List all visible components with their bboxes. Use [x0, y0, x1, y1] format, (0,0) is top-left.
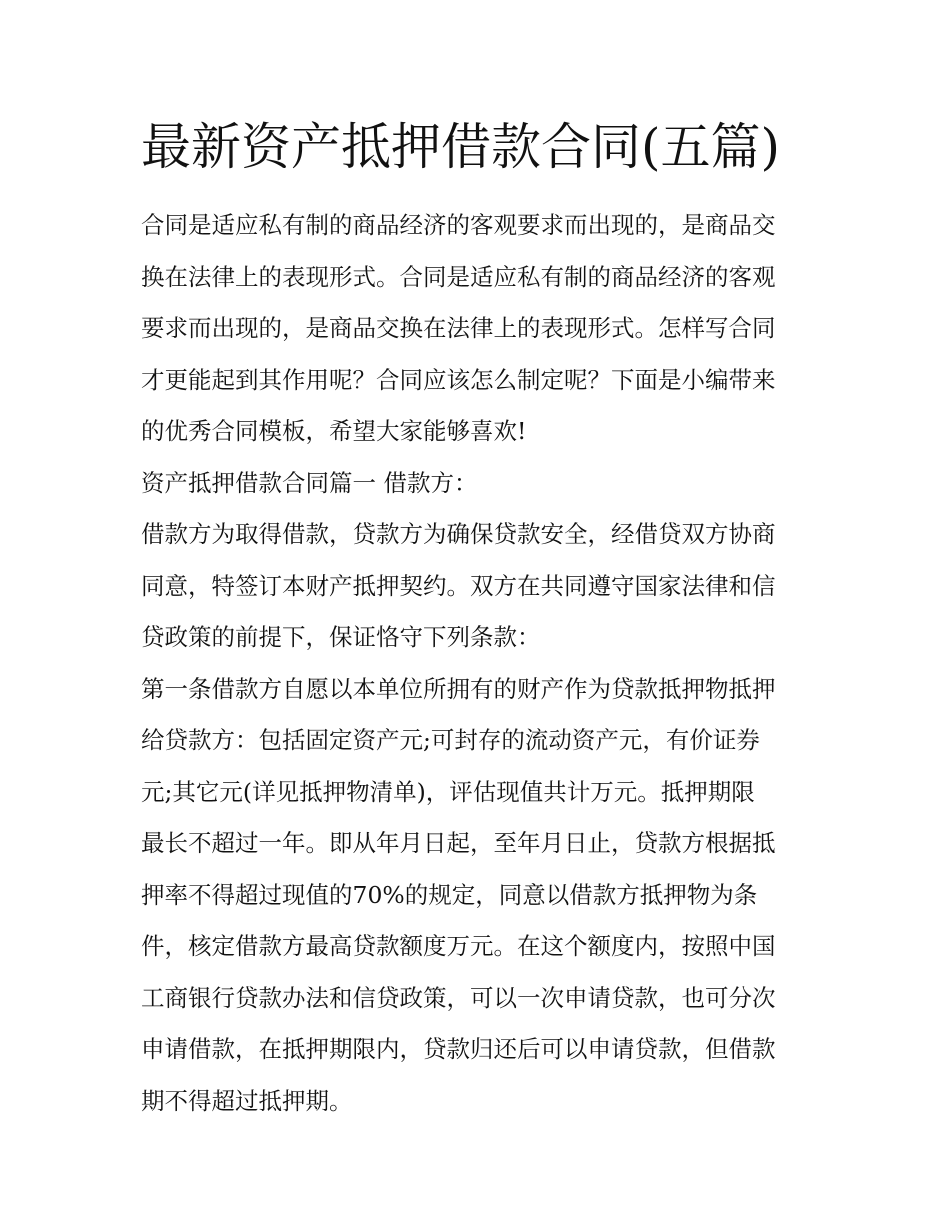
- body-line: 借款方为取得借款，贷款方为确保贷款安全，经借贷双方协商: [141, 520, 776, 548]
- document-page: [141, 112, 813, 1127]
- body-line: 给贷款方：包括固定资产元;可封存的流动资产元，有价证券: [141, 726, 760, 754]
- body-line: 换在法律上的表现形式。合同是适应私有制的商品经济的客观: [141, 262, 776, 291]
- body-line: 同意，特签订本财产抵押契约。双方在共同遵守国家法律和信: [141, 571, 776, 600]
- body-line: 的优秀合同模板，希望大家能够喜欢!: [141, 417, 527, 445]
- body-line: 合同是适应私有制的商品经济的客观要求而出现的，是商品交: [141, 211, 776, 239]
- body-line: 工商银行贷款办法和信贷政策，可以一次申请贷款，也可分次: [141, 983, 776, 1012]
- body-line: 要求而出现的，是商品交换在法律上的表现形式。怎样写合同: [141, 314, 776, 342]
- body-line: 贷政策的前提下，保证恪守下列条款：: [141, 623, 541, 651]
- body-line: 第一条借款方自愿以本单位所拥有的财产作为贷款抵押物抵押: [141, 674, 776, 703]
- body-line: 期不得超过抵押期。: [141, 1086, 353, 1115]
- document-title: 最新资产抵押借款合同(五篇): [141, 118, 781, 176]
- body-line: 押率不得超过现值的70%的规定，同意以借款方抵押物为条: [141, 880, 758, 909]
- body-line: 才更能起到其作用呢？合同应该怎么制定呢？下面是小编带来: [141, 365, 776, 394]
- body-line: 申请借款，在抵押期限内，贷款归还后可以申请贷款，但借款: [141, 1035, 776, 1063]
- section-heading: 资产抵押借款合同篇一 借款方：: [141, 468, 478, 497]
- document-body: [141, 200, 813, 1127]
- body-line: 元;其它元(详见抵押物清单)，评估现值共计万元。抵押期限: [141, 777, 755, 806]
- body-line: 件，核定借款方最高贷款额度万元。在这个额度内，按照中国: [141, 932, 776, 960]
- body-line: 最长不超过一年。即从年月日起，至年月日止，贷款方根据抵: [141, 829, 776, 857]
